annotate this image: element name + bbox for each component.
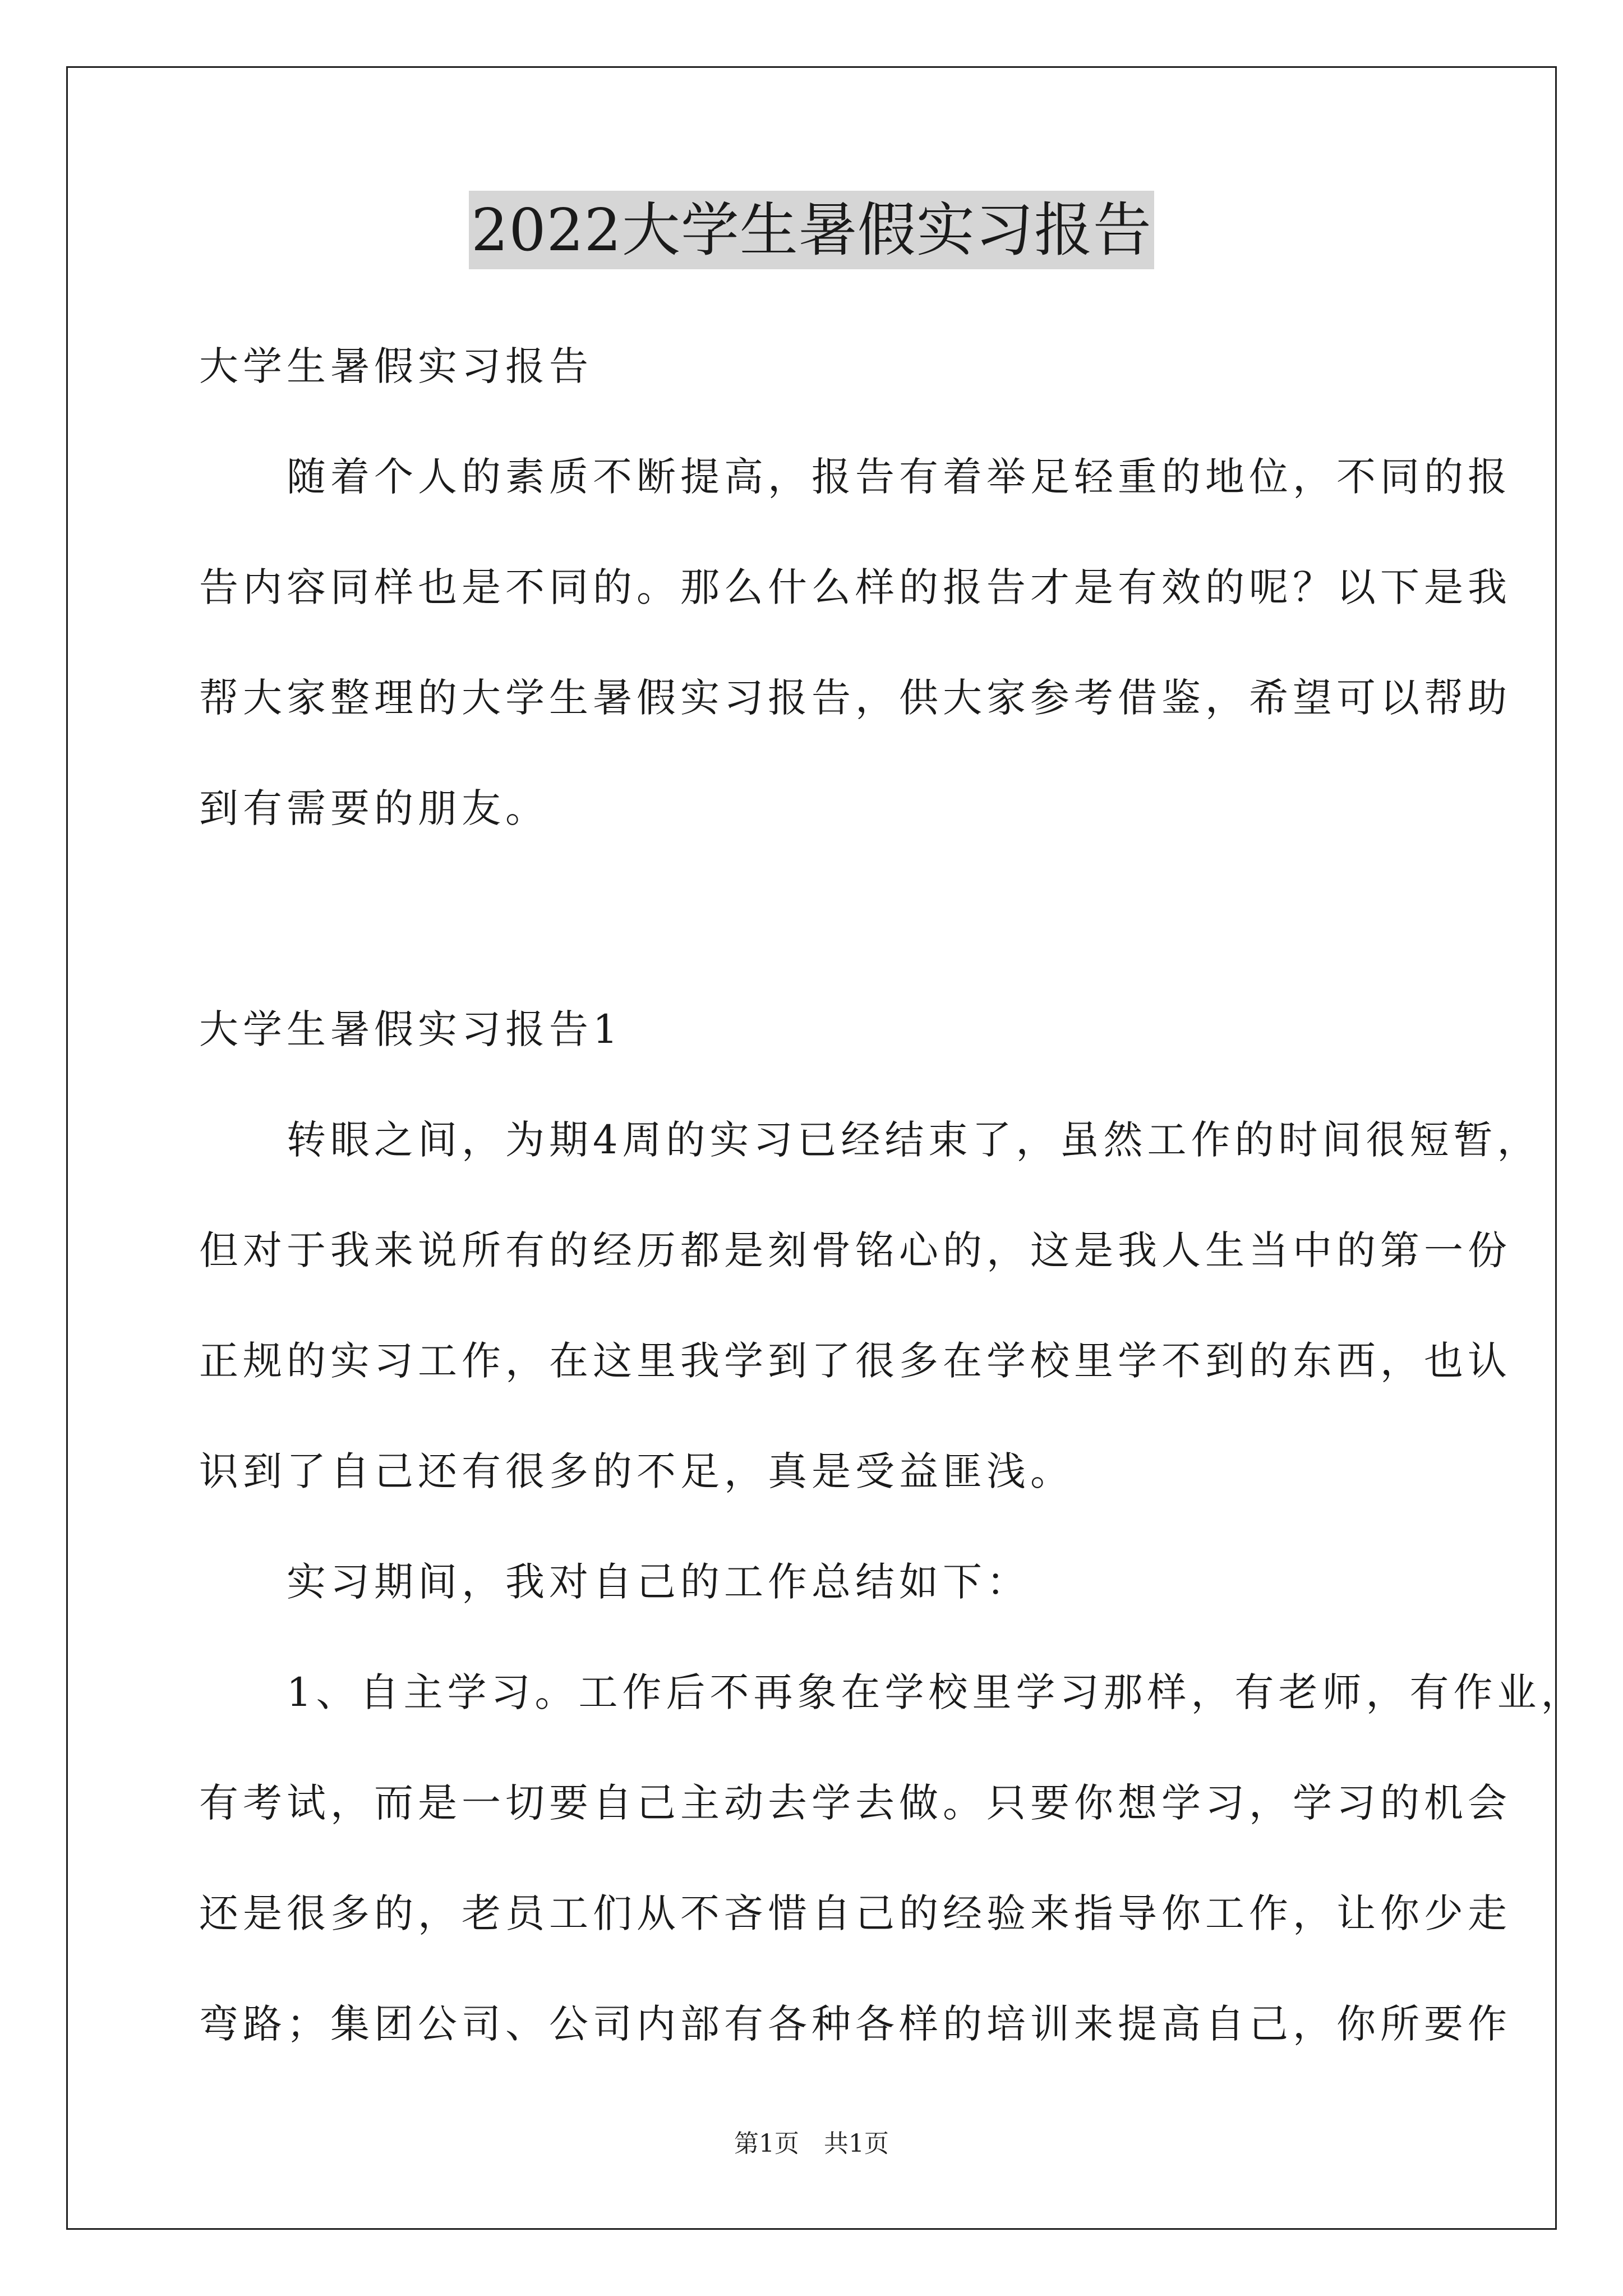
title-container <box>0 191 1623 269</box>
paragraph-line: 实习期间，我对自己的工作总结如下： <box>199 1559 1030 1605</box>
paragraph-line: 1、自主学习。工作后不再象在学校里学习那样，有老师，有作业， <box>199 1669 1585 1715</box>
paragraph-line: 有考试，而是一切要自己主动去学去做。只要你想学习，学习的机会 <box>199 1780 1511 1826</box>
paragraph-line: 识到了自己还有很多的不足，真是受益匪浅。 <box>199 1448 1074 1494</box>
blank-line <box>199 864 1450 974</box>
section-heading: 大学生暑假实习报告1 <box>199 1006 623 1052</box>
paragraph-line: 到有需要的朋友。 <box>199 785 549 831</box>
paragraph-line: 转眼之间，为期4周的实习已经结束了，虽然工作的时间很短暂， <box>199 1117 1541 1163</box>
document-title: 2022大学生暑假实习报告 <box>469 191 1154 269</box>
document-body <box>199 311 1585 2079</box>
paragraph-line: 正规的实习工作，在这里我学到了很多在学校里学不到的东西，也认 <box>199 1338 1511 1384</box>
paragraph-line: 还是很多的，老员工们从不吝惜自己的经验来指导你工作，让你少走 <box>199 1890 1511 1936</box>
paragraph-line: 帮大家整理的大学生暑假实习报告，供大家参考借鉴，希望可以帮助 <box>199 675 1511 721</box>
paragraph-line: 但对于我来说所有的经历都是刻骨铭心的，这是我人生当中的第一份 <box>199 1227 1511 1273</box>
page-footer: 第1页 共1页 <box>734 2129 889 2158</box>
section-heading: 大学生暑假实习报告 <box>199 343 593 389</box>
paragraph-line: 随着个人的素质不断提高，报告有着举足轻重的地位，不同的报 <box>199 454 1511 500</box>
paragraph-line: 告内容同样也是不同的。那么什么样的报告才是有效的呢？以下是我 <box>199 564 1511 610</box>
paragraph-line: 弯路；集团公司、公司内部有各种各样的培训来提高自己，你所要作 <box>199 2001 1511 2047</box>
